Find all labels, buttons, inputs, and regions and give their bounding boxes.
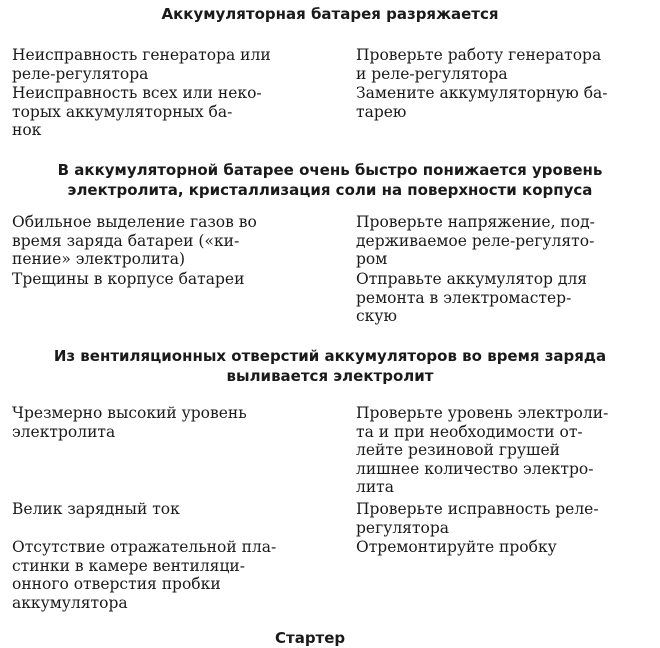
remedy-text: Проверьте уровень электроли- та и при необходимости от- лейте резиновой грушей лишнее количество электро- лита [356, 404, 609, 496]
remedy-text: Замените аккумуляторную ба- тарею [356, 84, 608, 121]
cause-text: Неисправность генератора или реле-регулятора [12, 46, 271, 83]
next-section-heading-fragment: Стартер [275, 629, 346, 647]
cause-text: Неисправность всех или неко- торых аккумуляторных ба- нок [12, 84, 262, 139]
section-heading-battery-discharges: Аккумуляторная батарея разряжается [161, 5, 499, 23]
cause-text: Отсутствие отражательной пла- стинки в камере вентиляци- онного отверстия пробки аккумулятора [12, 538, 277, 612]
section-heading-electrolyte-spills: Из вентиляционных отверстий аккумуляторов во время заряда выливается электролит [53, 347, 607, 385]
remedy-text: Проверьте напряжение, под- держиваемое реле-регулято- ром [356, 213, 595, 268]
remedy-text: Проверьте исправность реле- регулятора [356, 500, 599, 537]
section-heading-electrolyte-drops: В аккумуляторной батарее очень быстро понижается уровень электролита, кристаллизация соли на поверхности корпуса [57, 161, 603, 199]
remedy-text: Отремонтируйте пробку [356, 538, 557, 556]
remedy-text: Проверьте работу генератора и реле-регулятора [356, 46, 602, 83]
cause-text: Чрезмерно высокий уровень электролита [12, 404, 247, 441]
cause-text: Обильное выделение газов во время заряда батареи («ки- пение» электролита) [12, 213, 257, 268]
cause-text: Трещины в корпусе батареи [12, 270, 245, 288]
cause-text: Велик зарядный ток [12, 500, 180, 518]
remedy-text: Отправьте аккумулятор для ремонта в электромастер- скую [356, 270, 588, 325]
